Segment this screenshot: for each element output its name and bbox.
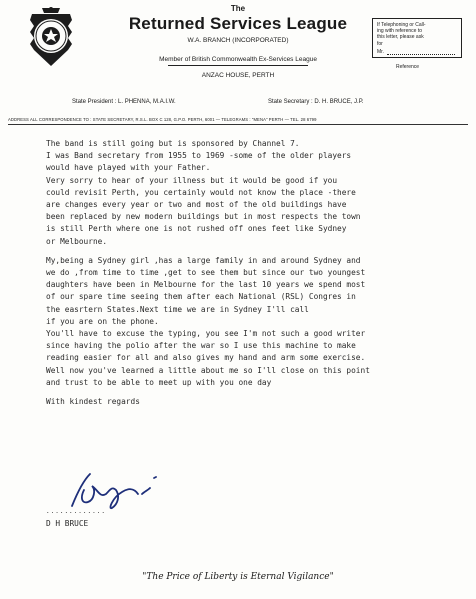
body-line: daughters have been in Melbourne for the last 10 years we spend most xyxy=(46,280,366,290)
signatory-name: D H BRUCE xyxy=(46,519,89,528)
body-line: we do ,from time to time ,get to see them but since our two youngest xyxy=(46,268,366,278)
body-line: been replaced by new modern buildings but in most respects the town xyxy=(46,212,361,222)
body-line: and trust to be able to meet up with you one day xyxy=(46,377,272,387)
telephone-reference-box xyxy=(372,18,462,58)
correspondence-address: ADDRESS ALL CORRESPONDENCE TO : STATE SECRETARY, R.S.L. BOX C 128, G.P.O. PERTH, 6001 — TELEGRAMS : "MENA" PERTH — TEL. 28 6799 xyxy=(8,117,317,122)
membership-underline xyxy=(168,65,308,66)
body-line: Very sorry to hear of your illness but it would be good if you xyxy=(46,175,338,185)
letter-body xyxy=(46,138,474,408)
letterhead xyxy=(0,0,476,124)
letterhead-divider xyxy=(8,124,468,125)
closing: With kindest regards xyxy=(46,397,140,407)
phone-box-line2: ing with reference to xyxy=(377,28,423,35)
body-line: are changes every year or two and most of the old buildings have xyxy=(46,200,347,210)
phone-box-line3: this letter, please ask xyxy=(377,34,424,41)
body-line: The band is still going but is sponsored by Channel 7. xyxy=(46,139,300,148)
body-line: is still Perth where one is not rushed off ones feet like Sydney xyxy=(46,224,347,234)
body-line: if you are on the phone. xyxy=(46,316,159,326)
body-line: reading easier for all and also gives my hand and arm some exercise. xyxy=(46,353,366,363)
state-secretary: State Secretary : D. H. BRUCE, J.P. xyxy=(268,99,364,105)
membership-line: Member of British Commonwealth Ex-Services League xyxy=(159,56,317,63)
phone-box-name-line xyxy=(387,54,455,55)
location-line: ANZAC HOUSE, PERTH xyxy=(201,72,275,79)
reference-label: Reference xyxy=(396,64,420,70)
organization-name: Returned Services League xyxy=(128,14,348,33)
footer-motto: "The Price of Liberty is Eternal Vigilance" xyxy=(142,572,334,582)
body-line: the easrtern States.Next time we are in Sydney I'll call xyxy=(46,304,309,314)
body-line: since having the polio after the war so I use this machine to make xyxy=(46,341,356,351)
body-line: I was Band secretary from 1955 to 1969 -some of the older players xyxy=(46,151,352,161)
body-line: You'll have to excuse the typing, you see I'm not such a good writer xyxy=(46,329,366,339)
phone-box-line1: If Telephoning or Call- xyxy=(377,22,426,28)
phone-box-mr-label: Mr. xyxy=(377,49,384,55)
handwritten-signature xyxy=(62,468,192,512)
body-line: would have played with your Father. xyxy=(46,163,211,173)
paragraph-2 xyxy=(46,255,474,389)
body-line: or Melbourne. xyxy=(46,236,108,246)
body-line: could revisit Perth, you certainly would not know the place -there xyxy=(46,187,356,197)
body-line: of our spare time seeing them after each National (RSL) Congres in xyxy=(46,292,356,302)
branch-name: W.A. BRANCH (INCORPORATED) xyxy=(187,37,289,44)
phone-box-line4: for xyxy=(377,40,383,47)
letterhead-the: The xyxy=(230,4,246,13)
body-line: Well now you've learned a little about me so I'll close on this point xyxy=(46,365,370,375)
body-line: My,being a Sydney girl ,has a large family in and around Sydney and xyxy=(46,255,361,265)
signature-line: ............. xyxy=(46,508,106,515)
paragraph-1 xyxy=(46,138,474,248)
state-president: State President : L. PHENNA, M.A.I.W. xyxy=(72,99,176,105)
